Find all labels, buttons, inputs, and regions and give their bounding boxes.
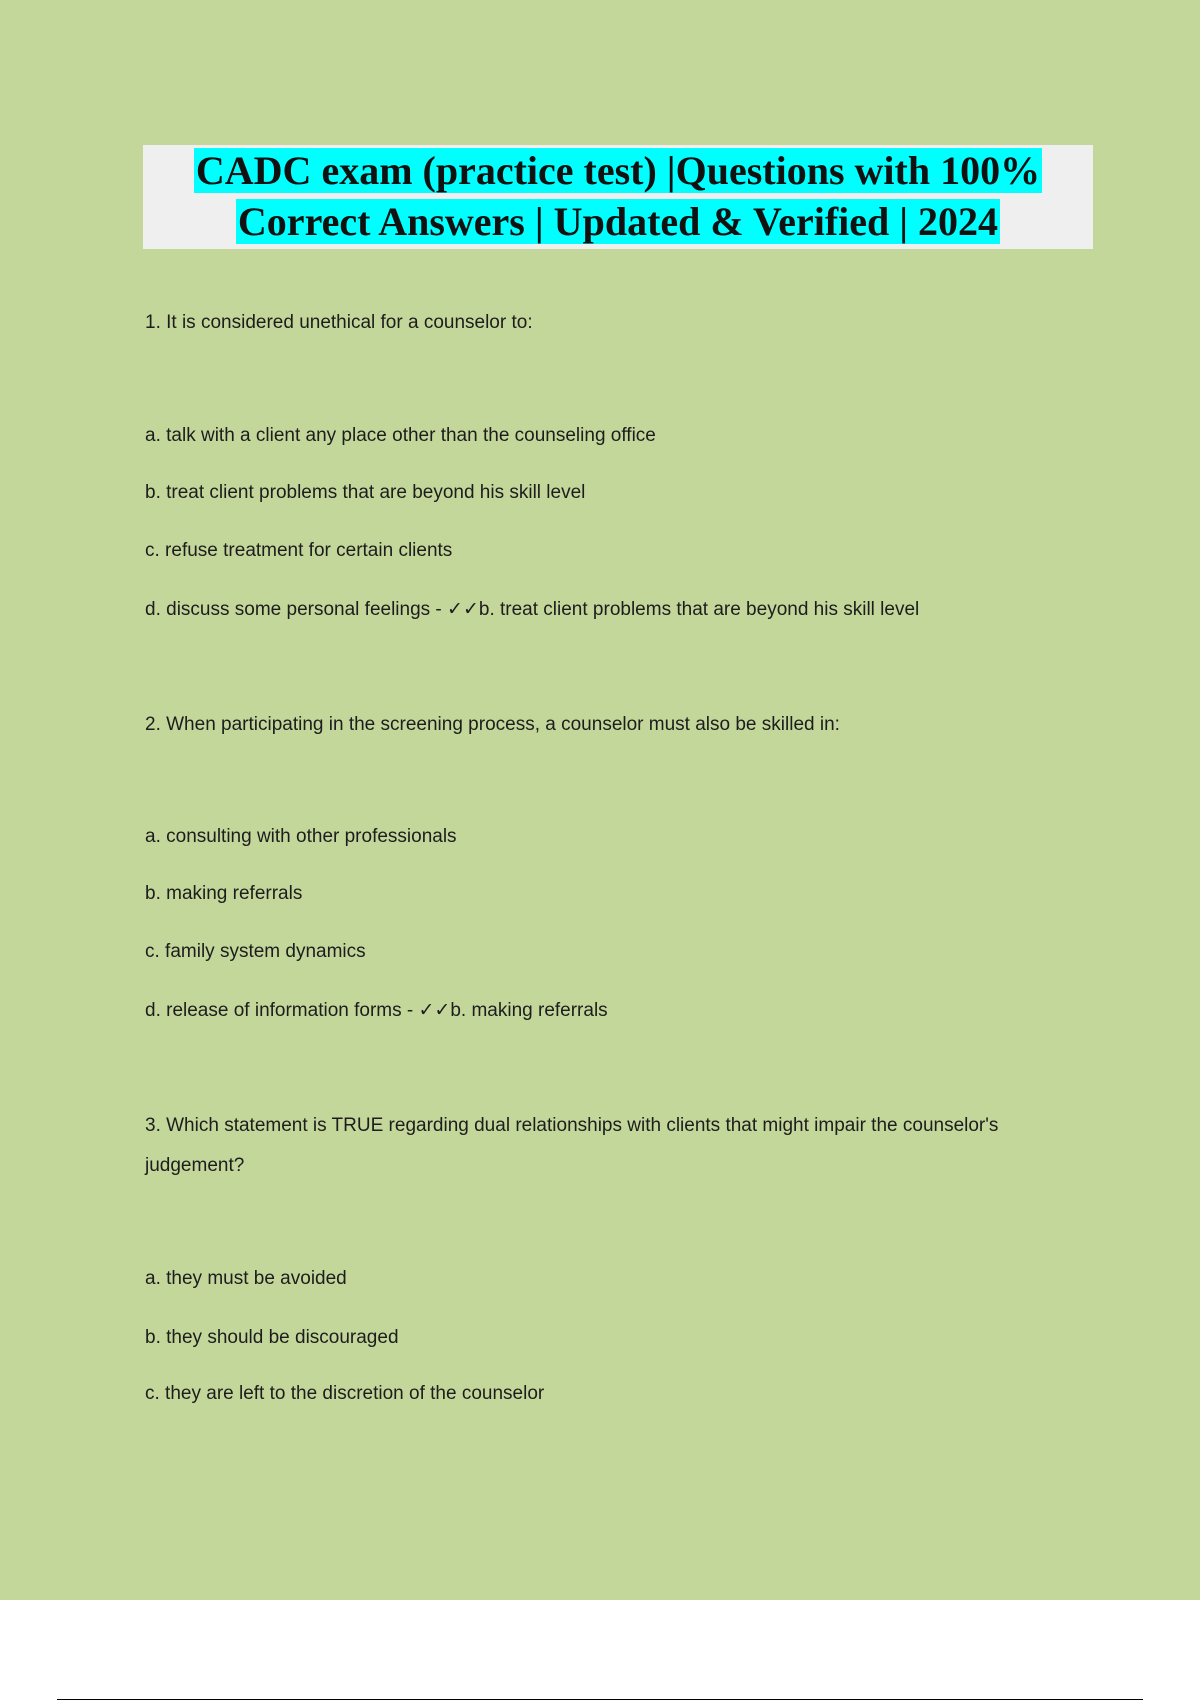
question-3-option-a: a. they must be avoided [145,1268,347,1289]
question-3-text: 3. Which statement is TRUE regarding dual relationships with clients that might impair the counselor's judgement? [145,1115,999,1176]
question-3-option-c: c. they are left to the discretion of the counselor [145,1383,545,1404]
title-line-1: CADC exam (practice test) |Questions with 100% [195,148,1041,193]
question-1-option-c: c. refuse treatment for certain clients [145,540,453,561]
question-2-option-b: b. making referrals [145,883,303,904]
question-1-text: 1. It is considered unethical for a counselor to: [145,312,533,333]
question-1-option-d-answer: d. discuss some personal feelings - ✓✓b. treat client problems that are beyond his skill level [145,599,920,620]
question-2-option-c: c. family system dynamics [145,941,366,962]
title-line-2: Correct Answers | Updated & Verified | 2024 [237,199,999,244]
question-2-option-a: a. consulting with other professionals [145,826,457,847]
document-title [143,145,1093,249]
question-2-option-d-answer: d. release of information forms - ✓✓b. making referrals [145,1000,608,1021]
question-3-option-b: b. they should be discouraged [145,1327,399,1348]
question-1-option-a: a. talk with a client any place other than the counseling office [145,425,656,446]
question-1-option-b: b. treat client problems that are beyond his skill level [145,482,586,503]
question-2-text: 2. When participating in the screening process, a counselor must also be skilled in: [145,714,840,735]
